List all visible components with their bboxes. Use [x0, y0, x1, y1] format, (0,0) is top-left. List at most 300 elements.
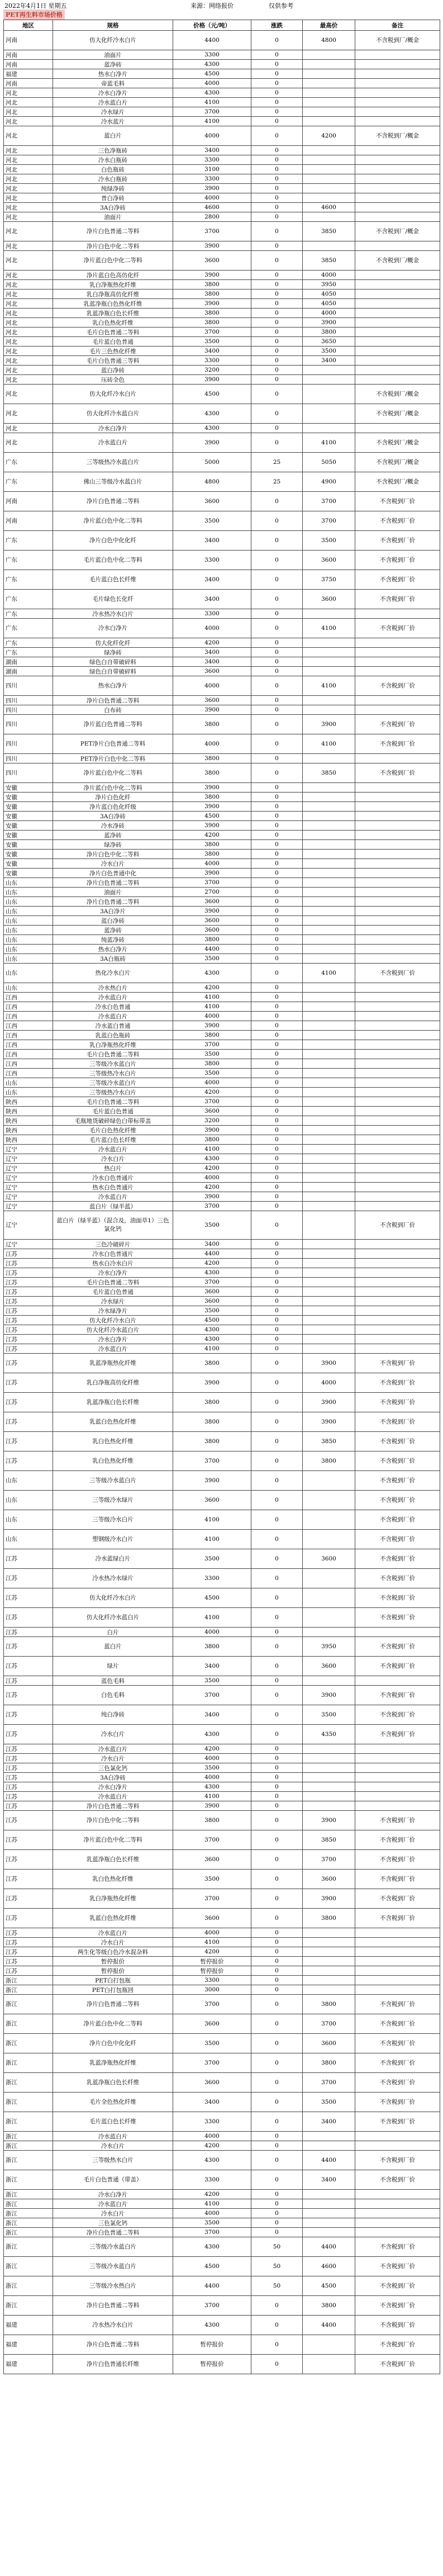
cell-price: 3500 — [173, 511, 251, 531]
cell-high — [303, 1491, 355, 1510]
cell-change: 0 — [251, 1287, 303, 1297]
cell-region: 河北 — [4, 155, 53, 165]
cell-spec: 冷水蓝白片 — [53, 1744, 173, 1754]
cell-region: 山东 — [4, 983, 53, 993]
cell-region: 四川 — [4, 763, 53, 783]
cell-spec: 净片白色普通二等料 — [53, 2335, 173, 2355]
table-row — [4, 328, 440, 337]
cell-price: 3100 — [173, 165, 251, 174]
cell-change: 0 — [251, 1510, 303, 1530]
cell-region: 江苏 — [4, 1705, 53, 1725]
cell-spec: 绿色白自带破碎料 — [53, 657, 173, 667]
table-row — [4, 385, 440, 404]
table-row — [4, 2209, 440, 2218]
cell-region: 辽宁 — [4, 1173, 53, 1183]
cell-price: 4500 — [173, 1588, 251, 1608]
cell-change: 0 — [251, 1870, 303, 1889]
cell-price: 4100 — [173, 98, 251, 107]
cell-spec: 绿色白自带破碎料 — [53, 667, 173, 676]
table-row — [4, 2093, 440, 2112]
cell-region: 河北 — [4, 290, 53, 299]
cell-price: 3400 — [173, 2093, 251, 2112]
cell-high: 3950 — [303, 280, 355, 290]
cell-region: 江苏 — [4, 1588, 53, 1608]
cell-note — [355, 337, 440, 347]
cell-price: 4300 — [173, 964, 251, 983]
cell-note — [355, 271, 440, 280]
table-row — [4, 1763, 440, 1773]
cell-region: 河北 — [4, 241, 53, 251]
table-row — [4, 1306, 440, 1316]
cell-note — [355, 1031, 440, 1040]
cell-spec: 蓝净砖 — [53, 60, 173, 69]
cell-change: 0 — [251, 492, 303, 511]
cell-high: 4400 — [303, 2237, 355, 2257]
cell-change: 0 — [251, 2093, 303, 2112]
cell-note: 不含税到厂/概金 — [355, 251, 440, 271]
cell-high — [303, 859, 355, 869]
cell-high: 3800 — [303, 1909, 355, 1928]
cell-price: 3800 — [173, 715, 251, 734]
cell-note — [355, 1002, 440, 1012]
table-row — [4, 638, 440, 648]
cell-price: 3400 — [173, 648, 251, 657]
cell-spec: 净片白色中化化纤 — [53, 2034, 173, 2053]
cell-spec: 三色氯化钙 — [53, 2218, 173, 2228]
cell-spec: 冷水蓝白普通 — [53, 1021, 173, 1031]
cell-high — [303, 878, 355, 888]
cell-note — [355, 840, 440, 850]
cell-high — [303, 754, 355, 763]
cell-change: 0 — [251, 657, 303, 667]
cell-spec: 冷水蓝白片 — [53, 1344, 173, 1354]
cell-price: 4200 — [173, 1164, 251, 1173]
cell-price: 4300 — [173, 2316, 251, 2335]
cell-spec: 纯绿净砖 — [53, 184, 173, 193]
cell-spec: 净片白色普通二等料 — [53, 696, 173, 705]
cell-change: 0 — [251, 2073, 303, 2093]
cell-note — [355, 79, 440, 88]
cell-note — [355, 309, 440, 318]
cell-change: 0 — [251, 299, 303, 309]
table-row — [4, 916, 440, 926]
cell-spec: 乳白净瓶高仿化纤维 — [53, 1373, 173, 1393]
cell-high — [303, 1031, 355, 1040]
cell-spec: 纯蓝净砖 — [53, 935, 173, 945]
cell-note: 不含税到厂价 — [355, 2237, 440, 2257]
cell-change: 25 — [251, 453, 303, 472]
cell-price: 4000 — [173, 1078, 251, 1088]
table-row — [4, 802, 440, 812]
cell-high — [303, 1976, 355, 1985]
table-row — [4, 1192, 440, 1202]
cell-high: 3800 — [303, 328, 355, 337]
cell-note: 不含税到厂价 — [355, 2093, 440, 2112]
table-row — [4, 1966, 440, 1976]
cell-high — [303, 1588, 355, 1608]
cell-change: 0 — [251, 821, 303, 831]
cell-spec: 乳白净瓶热化纤维 — [53, 1889, 173, 1909]
brand-bar — [3, 10, 440, 20]
cell-spec: 毛片蓝白色长纤维 — [53, 1135, 173, 1145]
table-row — [4, 88, 440, 98]
cell-spec: 毛片蓝白色普通 — [53, 1287, 173, 1297]
cell-high — [303, 2141, 355, 2151]
cell-spec: 冷水白净片 — [53, 1782, 173, 1792]
cell-note — [355, 1773, 440, 1782]
cell-high: 4100 — [303, 676, 355, 696]
cell-note — [355, 424, 440, 433]
cell-price: 3400 — [173, 1705, 251, 1725]
cell-price: 3900 — [173, 433, 251, 453]
cell-region: 四川 — [4, 705, 53, 715]
cell-note — [355, 916, 440, 926]
cell-note: 不含税到厂价 — [355, 531, 440, 551]
cell-high — [303, 993, 355, 1002]
cell-high — [303, 1116, 355, 1126]
cell-change: 0 — [251, 638, 303, 648]
cell-high — [303, 1985, 355, 1995]
cell-change: 0 — [251, 309, 303, 318]
cell-region: 浙江 — [4, 2093, 53, 2112]
cell-spec: 冷水白色普通片 — [53, 1173, 173, 1183]
cell-change: 0 — [251, 2141, 303, 2151]
cell-note: 不含税到厂价 — [355, 1725, 440, 1744]
cell-spec: 三等级冷水蓝白片 — [53, 1059, 173, 1069]
table-row — [4, 1657, 440, 1676]
cell-change: 0 — [251, 1637, 303, 1657]
cell-region: 江苏 — [4, 1763, 53, 1773]
cell-note: 不含税到厂价 — [355, 2053, 440, 2073]
cell-price: 3600 — [173, 492, 251, 511]
table-row — [4, 1393, 440, 1412]
cell-change: 0 — [251, 1088, 303, 1097]
table-row — [4, 1491, 440, 1510]
cell-region: 河北 — [4, 203, 53, 212]
cell-high — [303, 888, 355, 897]
table-row — [4, 1059, 440, 1069]
cell-spec: 冷水蓝白片 — [53, 98, 173, 107]
cell-region: 河北 — [4, 337, 53, 347]
cell-region: 河北 — [4, 88, 53, 98]
cell-high — [303, 155, 355, 165]
cell-high — [303, 1754, 355, 1763]
cell-price: 4200 — [173, 2190, 251, 2199]
cell-note: 不含税到厂价 — [355, 1686, 440, 1705]
cell-change: 0 — [251, 203, 303, 212]
table-row — [4, 2276, 440, 2296]
table-row — [4, 60, 440, 69]
cell-spec: 乳蓝净瓶白色长纤维 — [53, 1850, 173, 1870]
cell-note — [355, 1154, 440, 1164]
table-row — [4, 1811, 440, 1830]
table-row — [4, 117, 440, 126]
cell-spec: 白布砖 — [53, 705, 173, 715]
cell-change: 0 — [251, 1686, 303, 1705]
cell-price: 3600 — [173, 1909, 251, 1928]
cell-note — [355, 347, 440, 356]
cell-spec: 三等级热冷水蓝白片 — [53, 453, 173, 472]
cell-high: 3900 — [303, 1354, 355, 1373]
cell-note — [355, 696, 440, 705]
cell-high — [303, 2228, 355, 2237]
cell-high — [303, 1078, 355, 1088]
cell-price: 3900 — [173, 271, 251, 280]
cell-price: 4400 — [173, 1249, 251, 1259]
cell-spec: 乳白色热化纤维 — [53, 318, 173, 328]
cell-note: 不含税到厂价 — [355, 1451, 440, 1471]
cell-price: 3900 — [173, 1471, 251, 1491]
cell-region: 河南 — [4, 60, 53, 69]
cell-note — [355, 1183, 440, 1192]
cell-spec: 仿大化纤冷水蓝白片 — [53, 1608, 173, 1628]
cell-spec: 热水白净片 — [53, 676, 173, 696]
cell-change: 0 — [251, 1069, 303, 1078]
cell-note — [355, 1676, 440, 1686]
cell-region: 浙江 — [4, 2141, 53, 2151]
table-row — [4, 1830, 440, 1850]
cell-spec: 三等级热水白片 — [53, 2151, 173, 2170]
table-row — [4, 2355, 440, 2374]
cell-note — [355, 1628, 440, 1637]
cell-region: 江苏 — [4, 1354, 53, 1373]
table-row — [4, 926, 440, 935]
cell-region: 安徽 — [4, 783, 53, 793]
cell-change: 0 — [251, 1393, 303, 1412]
cell-spec: 毛片蓝白色中化二等料 — [53, 551, 173, 570]
cell-change: 0 — [251, 366, 303, 375]
cell-region: 浙江 — [4, 2190, 53, 2199]
cell-region: 江苏 — [4, 1297, 53, 1306]
cell-note — [355, 1097, 440, 1107]
table-row — [4, 1773, 440, 1782]
table-row — [4, 2237, 440, 2257]
cell-price: 5000 — [173, 453, 251, 472]
cell-region: 山东 — [4, 1078, 53, 1088]
table-row — [4, 1801, 440, 1811]
cell-price: 3800 — [173, 935, 251, 945]
cell-spec: 冷水蓝白片 — [53, 433, 173, 453]
cell-price: 3900 — [173, 184, 251, 193]
cell-spec: 暂停报价 — [53, 1957, 173, 1966]
cell-high: 3500 — [303, 347, 355, 356]
cell-price: 3300 — [173, 609, 251, 619]
cell-change: 0 — [251, 964, 303, 983]
table-row — [4, 511, 440, 531]
cell-spec: 冷水绿片 — [53, 1297, 173, 1306]
cell-spec: 蓝白净砖 — [53, 916, 173, 926]
table-row — [4, 1126, 440, 1135]
table-row — [4, 570, 440, 590]
table-row — [4, 1031, 440, 1040]
cell-high: 3800 — [303, 2296, 355, 2316]
cell-high — [303, 98, 355, 107]
cell-change: 0 — [251, 1947, 303, 1957]
cell-spec: 纯白净砖 — [53, 1705, 173, 1725]
cell-spec: 3A白净砖 — [53, 203, 173, 212]
cell-high — [303, 705, 355, 715]
cell-spec: 油面片 — [53, 212, 173, 222]
cell-high: 3500 — [303, 2093, 355, 2112]
cell-change: 25 — [251, 472, 303, 492]
cell-region: 江苏 — [4, 1608, 53, 1628]
cell-region: 江苏 — [4, 1628, 53, 1637]
table-row — [4, 1928, 440, 1938]
cell-price: 3600 — [173, 667, 251, 676]
cell-change: 0 — [251, 715, 303, 734]
cell-region: 浙江 — [4, 2237, 53, 2257]
cell-spec: 毛片蓝白色长纤维 — [53, 2112, 173, 2132]
cell-note — [355, 280, 440, 290]
cell-high — [303, 1021, 355, 1031]
table-row — [4, 1259, 440, 1268]
cell-region: 福建 — [4, 2335, 53, 2355]
cell-region: 河北 — [4, 222, 53, 241]
table-row — [4, 433, 440, 453]
cell-spec: 蓝白片 — [53, 1637, 173, 1657]
cell-change: 0 — [251, 2151, 303, 2170]
cell-price: 4000 — [173, 676, 251, 696]
cell-price: 3300 — [173, 1569, 251, 1588]
cell-spec: 冷水白净片 — [53, 619, 173, 638]
cell-price: 3300 — [173, 356, 251, 366]
cell-region: 河北 — [4, 385, 53, 404]
cell-change: 0 — [251, 1432, 303, 1451]
cell-note: 不含税到厂价 — [355, 1637, 440, 1657]
table-row — [4, 424, 440, 433]
cell-change: 0 — [251, 1608, 303, 1628]
cell-change: 0 — [251, 117, 303, 126]
table-row — [4, 676, 440, 696]
cell-region: 福建 — [4, 69, 53, 79]
cell-note — [355, 1040, 440, 1050]
cell-region: 陕西 — [4, 1107, 53, 1116]
cell-note: 不含税到厂价 — [355, 1393, 440, 1412]
cell-spec: 乳白色热化纤维 — [53, 1870, 173, 1889]
cell-price: 3700 — [173, 1451, 251, 1471]
cell-high — [303, 1145, 355, 1154]
cell-change: 0 — [251, 241, 303, 251]
cell-note — [355, 878, 440, 888]
cell-note: 不含税到厂价 — [355, 1412, 440, 1432]
cell-note: 不含税到厂价 — [355, 1870, 440, 1889]
cell-price: 3700 — [173, 328, 251, 337]
cell-spec: 冷水白色普通 — [53, 1002, 173, 1012]
cell-spec: 毛片白色普通（带盖） — [53, 2170, 173, 2190]
cell-spec: 3A白净砖 — [53, 812, 173, 821]
cell-high: 3400 — [303, 2170, 355, 2190]
cell-spec: 帝蓝毛料 — [53, 79, 173, 88]
cell-spec: 三等级冷水蓝白片 — [53, 1471, 173, 1491]
cell-spec: 净片白色普通二等料 — [53, 492, 173, 511]
cell-spec: 三色氯化钙 — [53, 1763, 173, 1773]
cell-spec: 净片白色化纤 — [53, 793, 173, 802]
cell-price: 3700 — [173, 1202, 251, 1211]
cell-note: 不含税到厂价 — [355, 551, 440, 570]
cell-spec: 蓝色毛料 — [53, 1676, 173, 1686]
cell-spec: 乳蓝净瓶热化纤维 — [53, 1354, 173, 1373]
cell-change: 0 — [251, 1126, 303, 1135]
cell-price: 3600 — [173, 2014, 251, 2034]
cell-change: 0 — [251, 1154, 303, 1164]
cell-high: 3400 — [303, 356, 355, 366]
cell-note — [355, 812, 440, 821]
cell-price: 3600 — [173, 926, 251, 935]
cell-high — [303, 1183, 355, 1192]
cell-region: 河南 — [4, 492, 53, 511]
cell-region: 江苏 — [4, 1686, 53, 1705]
cell-high — [303, 1569, 355, 1588]
cell-change: 0 — [251, 511, 303, 531]
cell-spec: 乳蓝净瓶热化纤维 — [53, 2053, 173, 2073]
cell-note — [355, 993, 440, 1002]
table-row — [4, 251, 440, 271]
cell-high: 4400 — [303, 2151, 355, 2170]
cell-change: 0 — [251, 1031, 303, 1040]
table-row — [4, 1471, 440, 1491]
cell-region: 陕西 — [4, 1126, 53, 1135]
cell-region: 山东 — [4, 907, 53, 916]
cell-note: 不含税到厂价 — [355, 1211, 440, 1240]
cell-region: 河北 — [4, 251, 53, 271]
cell-high — [303, 1173, 355, 1183]
table-row — [4, 1078, 440, 1088]
cell-spec: 净片白色普通二等料 — [53, 2296, 173, 2316]
cell-note — [355, 1173, 440, 1183]
cell-high — [303, 2355, 355, 2374]
cell-note — [355, 1754, 440, 1763]
cell-note — [355, 1792, 440, 1801]
cell-region: 河北 — [4, 146, 53, 155]
cell-high: 4400 — [303, 2316, 355, 2335]
cell-region: 广东 — [4, 531, 53, 551]
table-row — [4, 2170, 440, 2190]
cell-high — [303, 184, 355, 193]
cell-price: 3500 — [173, 1050, 251, 1059]
cell-change: 0 — [251, 570, 303, 590]
cell-region: 四川 — [4, 696, 53, 705]
cell-spec: 热水白净片 — [53, 69, 173, 79]
cell-high — [303, 107, 355, 117]
cell-note — [355, 366, 440, 375]
cell-high: 3900 — [303, 1393, 355, 1412]
cell-note — [355, 1278, 440, 1287]
cell-change: 0 — [251, 184, 303, 193]
cell-region: 河北 — [4, 212, 53, 222]
cell-region: 江苏 — [4, 1725, 53, 1744]
table-row — [4, 2228, 440, 2237]
cell-region: 江西 — [4, 1021, 53, 1031]
table-row — [4, 1608, 440, 1628]
cell-high: 3850 — [303, 251, 355, 271]
cell-change: 0 — [251, 983, 303, 993]
cell-note — [355, 146, 440, 155]
cell-spec: 冷水白净片 — [53, 2190, 173, 2199]
cell-change: 0 — [251, 1173, 303, 1183]
cell-note — [355, 1268, 440, 1278]
cell-change: 0 — [251, 1344, 303, 1354]
cell-spec: 乳蓝白色热化纤维 — [53, 1909, 173, 1928]
cell-note — [355, 2190, 440, 2199]
cell-change: 0 — [251, 79, 303, 88]
cell-high: 3800 — [303, 1995, 355, 2014]
table-row — [4, 734, 440, 754]
cell-region: 河北 — [4, 271, 53, 280]
table-row — [4, 146, 440, 155]
cell-note: 不含税到厂/概金 — [355, 222, 440, 241]
table-row — [4, 1850, 440, 1870]
cell-note: 不含税到厂/概金 — [355, 404, 440, 424]
